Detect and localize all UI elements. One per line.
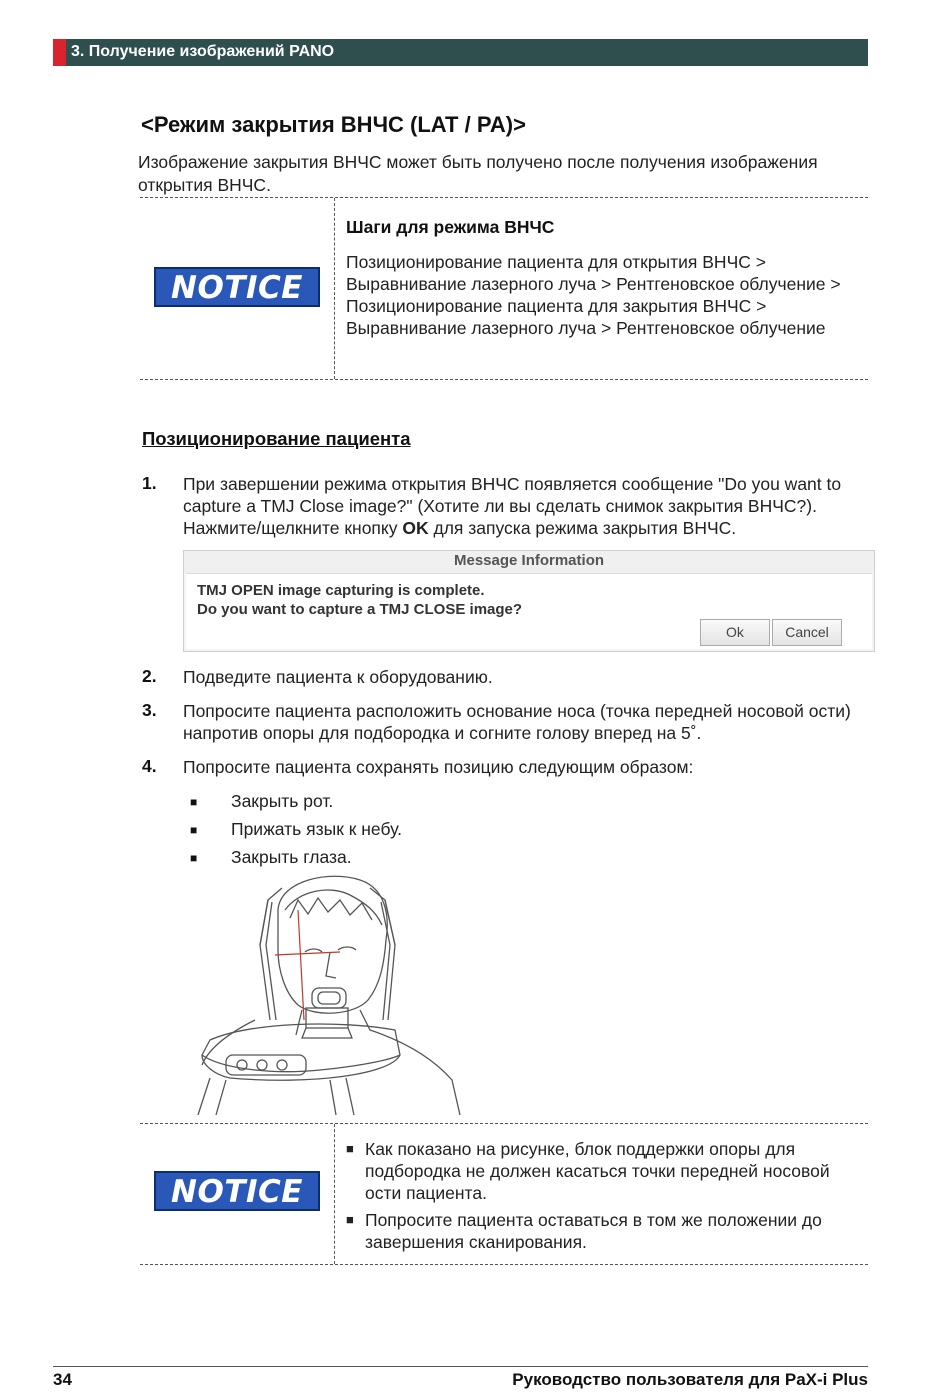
bullet-icon: ■ [190,823,198,837]
footer-title: Руководство пользователя для PaX-i Plus [512,1370,868,1389]
step-number: 3. [142,700,157,720]
notice-badge: NOTICE [154,1171,320,1211]
step-number: 2. [142,666,157,686]
bullet-icon: ■ [190,795,198,809]
ok-bold: OK [402,518,429,538]
bullet-item: Закрыть глаза. [231,847,352,867]
notice-badge: NOTICE [154,267,320,307]
notice-item-text: Как показано на рисунке, блок поддержки опоры для подбородка не должен касаться точки передней носовой ости пациента. [365,1139,830,1203]
notice-divider [334,1124,335,1264]
notice-item-text: Попросите пациента оставаться в том же положении до завершения сканирования. [365,1210,822,1252]
dialog-message-line: Do you want to capture a TMJ CLOSE image? [197,601,523,618]
bullet-item: Прижать язык к небу. [231,819,402,839]
bullet-item: Закрыть рот. [231,791,334,811]
section-intro: Изображение закрытия ВНЧС может быть получено после получения изображения открытия ВНЧС. [138,152,818,195]
step-text: Подведите пациента к оборудованию. [183,667,493,687]
ok-button[interactable]: Ok [700,619,770,646]
chapter-title: 3. Получение изображений PANO [71,43,335,60]
footer-divider [53,1366,868,1367]
step-text: Попросите пациента расположить основание носа (точка передней носовой ости) напротив опоры для подбородка и согните голову вперед на 5˚. [183,701,851,743]
patient-positioning-illustration [190,870,465,1115]
chapter-header [53,39,868,66]
notice-text: Позиционирование пациента для открытия ВНЧС > Выравнивание лазерного луча > Рентгеновское облучение > Позиционирование пациента для закрытия ВНЧС > Выравнивание лазерного луча > Рентгеновское облучение [346,252,841,338]
notice-title: Шаги для режима ВНЧС [346,217,555,237]
notice-divider [334,198,335,379]
page-number: 34 [53,1370,72,1389]
header-accent [53,39,66,66]
bullet-icon: ■ [346,1141,354,1156]
message-dialog [183,550,875,652]
step-text-part: для запуска режима закрытия ВНЧС. [428,518,737,538]
dialog-message-line: TMJ OPEN image capturing is complete. [197,582,485,599]
cancel-button[interactable]: Cancel [772,619,842,646]
bullet-icon: ■ [190,851,198,865]
dialog-title: Message Information [184,551,874,573]
section-title: <Режим закрытия ВНЧС (LAT / PA)> [141,112,526,137]
step-number: 4. [142,756,157,776]
positioning-title: Позиционирование пациента [142,428,411,449]
step-text-part: При завершении режима открытия ВНЧС появляется сообщение "Do you want to capture a TMJ Close image?" (Хотите ли вы сделать снимок закрытия ВНЧС?). Нажмите/щелкните кнопку [183,474,842,538]
step-text [183,473,868,539]
bullet-icon: ■ [346,1212,354,1227]
notice-box-chin-rest [140,1123,868,1265]
step-text: Попросите пациента сохранять позицию следующим образом: [183,757,694,777]
step-number: 1. [142,473,157,493]
notice-box-steps [140,197,868,380]
